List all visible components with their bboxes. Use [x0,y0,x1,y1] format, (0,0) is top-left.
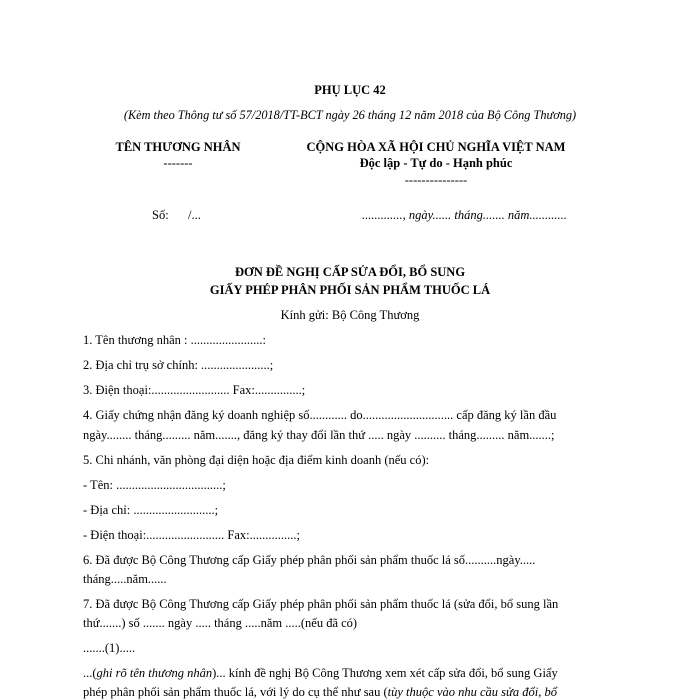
merchant-name-heading: TÊN THƯƠNG NHÂN [115,140,241,154]
item-branch-heading: 5. Chi nhánh, văn phòng đại diện hoặc địa điểm kinh doanh (nếu có): [83,453,430,467]
item-amended-license-line1: 7. Đã được Bộ Công Thương cấp Giấy phép phân phối sản phẩm thuốc lá (sửa đổi, bổ sung lần [83,597,559,611]
doc-number-label: Số: [152,208,169,222]
item-branch-phone: - Điện thoại:......................... Fax:...............; [83,528,300,542]
request-line1 [83,666,558,681]
request-line2-text: phép phân phối sản phẩm thuốc lá, với lý do cụ thể như sau ( [83,685,388,699]
item-merchant-name: 1. Tên thương nhân : .......................: [83,333,266,347]
item-license-line1: 6. Đã được Bộ Công Thương cấp Giấy phép phân phối sản phẩm thuốc lá số..........ngày..... [83,553,536,567]
item-license-line2: tháng.....năm...... [83,572,167,586]
country-name: CỘNG HÒA XÃ HỘI CHỦ NGHĨA VIỆT NAM [306,140,566,154]
item-head-office: 2. Địa chỉ trụ sở chính: ......................; [83,358,274,372]
request-line2 [83,685,557,700]
item-phone-fax: 3. Điện thoại:......................... Fax:...............; [83,383,306,397]
request-line1-prefix: ...( [83,666,97,680]
request-line1-text: )... kính đề nghị Bộ Công Thương xem xét cấp sửa đổi, bổ sung Giấy [212,666,558,680]
national-motto: Độc lập - Tự do - Hạnh phúc [359,156,513,170]
item-branch-name: - Tên: ..................................; [83,478,226,492]
form-title-line1: ĐƠN ĐỀ NGHỊ CẤP SỬA ĐỔI, BỔ SUNG [234,265,466,279]
doc-number-value: /... [188,208,201,222]
merchant-dashes: ------- [163,156,193,170]
item-branch-address: - Địa chỉ: ..........................; [83,503,219,517]
appendix-subtitle: (Kèm theo Thông tư số 57/2018/TT-BCT ngày 26 tháng 12 năm 2018 của Bộ Công Thương) [123,108,577,122]
date-line: ............., ngày...... tháng....... năm............ [362,208,567,222]
appendix-title: PHỤ LỤC 42 [314,83,386,97]
request-line2-hint: tùy thuộc vào nhu cầu sửa đổi, bổ [387,685,557,699]
item-business-registration-line2: ngày........ tháng......... năm......., đăng ký thay đổi lần thứ ..... ngày .......... tháng......... năm.......; [83,428,555,442]
blank-field-1: .......(1)..... [83,641,136,655]
request-line1-hint: ghi rõ tên thương nhân [96,666,213,680]
motto-dashes: --------------- [404,173,468,187]
recipient-line: Kính gửi: Bộ Công Thương [280,308,420,322]
item-business-registration-line1: 4. Giấy chứng nhận đăng ký doanh nghiệp số............ do............................. cấp đăng ký lần đầu [83,408,557,422]
item-amended-license-line2: thứ.......) số ....... ngày ..... tháng .....năm .....(nếu đã có) [83,616,358,630]
form-title-line2: GIẤY PHÉP PHÂN PHỐI SẢN PHẨM THUỐC LÁ [209,283,491,297]
